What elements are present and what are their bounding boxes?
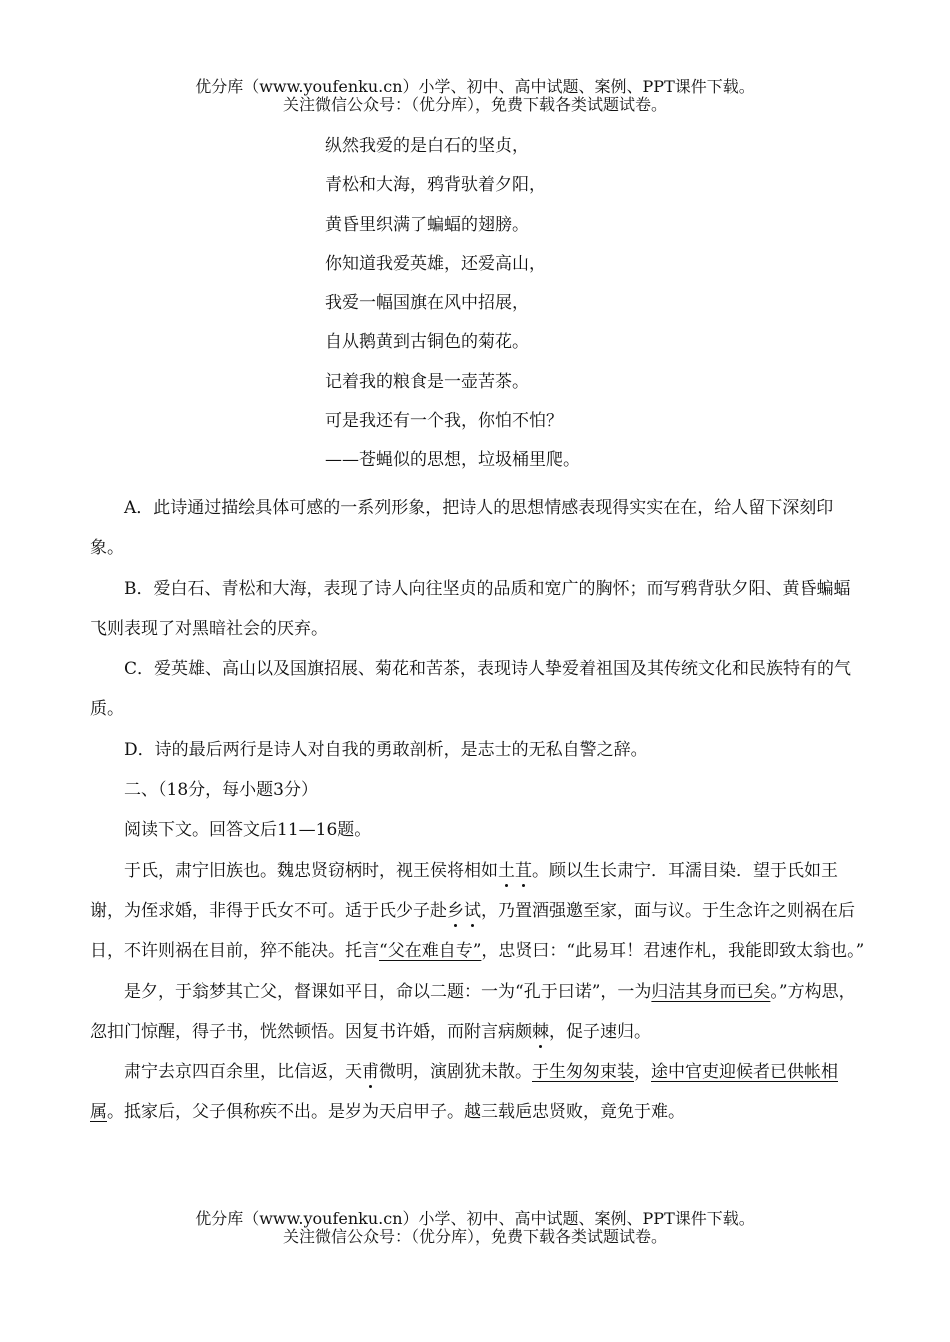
underlined-phrase: 途中官吏迎候者已供帐相属 xyxy=(90,1062,838,1123)
passage-text: 于氏，肃宁旧族也。魏忠贤窃柄时，视王侯将相如 xyxy=(124,860,498,881)
footer-line-2: 关注微信公众号：（优分库），免费下载各类试题试卷。 xyxy=(282,1227,667,1246)
page-header xyxy=(0,78,950,114)
underlined-phrase: 于生匆匆束装 xyxy=(532,1062,634,1083)
footer-line-1: 优分库（www.youfenku.cn）小学、初中、高中试题、案例、PPT课件下载。 xyxy=(195,1209,755,1228)
emphasis-char: 土 xyxy=(498,860,515,881)
poem-block xyxy=(325,132,580,486)
section-instruction: 阅读下文。回答文后11—16题。 xyxy=(124,820,372,841)
passage-text: 。抵家后，父子俱称疾不出。是岁为天启甲子。越三载巵忠贤败，竟免于难。 xyxy=(107,1102,685,1123)
poem-line: 你知道我爱英雄，还爱高山， xyxy=(325,253,546,274)
emphasis-char: 棘 xyxy=(532,1021,549,1042)
emphasis-char: 试 xyxy=(464,900,481,921)
passage-text: 肃宁去京四百余里，比信返，天 xyxy=(124,1062,362,1083)
poem-line: 记着我的粮食是一壶苦茶。 xyxy=(325,371,529,392)
passage-text: 是夕，于翁梦其亡父，督课如平日，命以二题：一为“孔于曰诺”，一为 xyxy=(124,981,652,1002)
passage-text: ，乃置酒强邀至家，面与议。于生念许之则祸在后日，不许则祸在目前，猝不能决。托言 xyxy=(90,900,855,962)
poem-line: 纵然我爱的是白石的坚贞， xyxy=(325,136,529,156)
passage-paragraph-3 xyxy=(90,1052,865,1133)
option-a: A．此诗通过描绘具体可感的一系列形象，把诗人的思想情感表现得实实在在，给人留下深刻印象。 xyxy=(90,498,834,559)
underlined-phrase: 归洁其身而已矣 xyxy=(651,981,771,1002)
question-body xyxy=(90,488,865,1133)
option-b: B．爱白石、青松和大海，表现了诗人向往坚贞的品质和宽广的胸怀；而写鸦背驮夕阳、黄昏蝙蝠飞则表现了对黑暗社会的厌弃。 xyxy=(90,578,851,639)
option-c: C．爱英雄、高山以及国旗招展、菊花和苦茶，表现诗人挚爱着祖国及其传统文化和民族特有的气质。 xyxy=(90,659,852,720)
header-line-1: 优分库（www.youfenku.cn）小学、初中、高中试题、案例、PPT课件下载。 xyxy=(195,77,755,96)
header-line-2: 关注微信公众号：（优分库），免费下载各类试题试卷。 xyxy=(282,95,667,114)
emphasis-char: 乡 xyxy=(447,900,464,921)
section-title: 二、（18分，每小题3分） xyxy=(124,780,318,801)
poem-line: 黄昏里织满了蝙蝠的翅膀。 xyxy=(325,214,529,235)
page-footer xyxy=(0,1210,950,1246)
option-d: D．诗的最后两行是诗人对自我的勇敢剖析，是志士的无私自警之辞。 xyxy=(124,739,648,760)
passage-text: ，忠贤曰：“此易耳！君速作札，我能即致太翁也。” xyxy=(481,941,865,962)
passage-text: 微明，演剧犹未散。 xyxy=(379,1062,532,1083)
passage-paragraph-1 xyxy=(90,851,865,972)
passage-text: 。顾以生长肃宁．耳濡目染．望于氏如王谢，为侄求婚，非得于氏女不可。适于氏少子赴 xyxy=(90,860,838,921)
emphasis-char: 甫 xyxy=(362,1062,379,1083)
passage-text: 。”方构思，忽扣门惊醒，得子书，恍然顿悟。因复书许婚，而附言病颇 xyxy=(90,981,856,1042)
poem-line: 我爱一幅国旗在风中招展， xyxy=(325,293,529,314)
emphasis-char: 苴 xyxy=(515,860,532,881)
poem-line: 自从鹅黄到古铜色的菊花。 xyxy=(325,332,529,353)
passage-text: ，促子速归。 xyxy=(549,1021,651,1042)
poem-line: 青松和大海，鸦背驮着夕阳， xyxy=(325,175,546,196)
poem-line: 可是我还有一个我，你怕不怕？ xyxy=(325,411,563,432)
passage-text: ， xyxy=(634,1062,651,1083)
poem-line: ——苍蝇似的思想，垃圾桶里爬。 xyxy=(325,450,580,471)
underlined-phrase: “父在难自专” xyxy=(379,941,482,962)
passage-paragraph-2 xyxy=(90,972,865,1053)
